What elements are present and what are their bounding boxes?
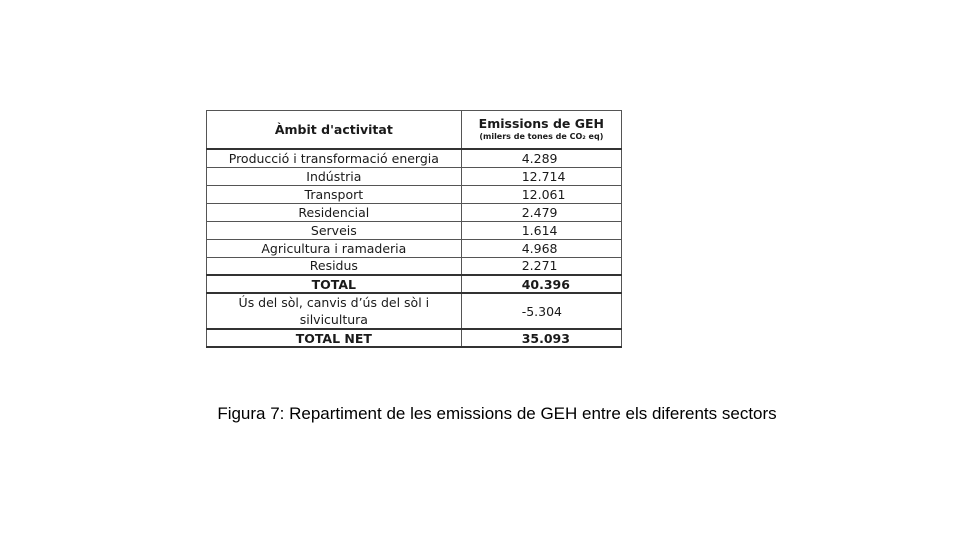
table-row — [207, 203, 622, 221]
total-net-label: TOTAL NET — [207, 329, 462, 347]
table-row — [207, 257, 622, 275]
sector-cell: Residencial — [207, 203, 462, 221]
table-row — [207, 239, 622, 257]
value-cell: 1.614 — [461, 221, 621, 239]
value-cell: 4.289 — [461, 149, 621, 167]
header-sector: Àmbit d'activitat — [207, 111, 462, 150]
table-header-row — [207, 111, 622, 150]
header-emissions — [461, 111, 621, 150]
value-cell: 2.479 — [461, 203, 621, 221]
value-cell: 4.968 — [461, 239, 621, 257]
value-cell: 12.061 — [461, 185, 621, 203]
land-use-value: -5.304 — [461, 293, 621, 329]
table-row — [207, 221, 622, 239]
figure-caption: Figura 7: Repartiment de les emissions de GEH entre els diferents sectors — [217, 404, 777, 423]
sector-cell: Transport — [207, 185, 462, 203]
sector-cell: Producció i transformació energia — [207, 149, 462, 167]
land-use-label-line2: silvicultura — [299, 312, 368, 327]
total-row — [207, 275, 622, 293]
value-cell: 12.714 — [461, 167, 621, 185]
sector-cell: Indústria — [207, 167, 462, 185]
land-use-label — [207, 293, 462, 329]
total-net-row — [207, 329, 622, 347]
emissions-table-wrapper — [206, 110, 622, 348]
sector-cell: Serveis — [207, 221, 462, 239]
sector-cell: Agricultura i ramaderia — [207, 239, 462, 257]
value-cell: 2.271 — [461, 257, 621, 275]
header-emissions-title: Emissions de GEH — [478, 116, 605, 131]
total-value: 40.396 — [461, 275, 621, 293]
table-row — [207, 149, 622, 167]
header-emissions-unit: (milers de tones de CO₂ eq) — [479, 132, 604, 141]
emissions-table — [206, 110, 622, 348]
table-row — [207, 185, 622, 203]
total-net-value: 35.093 — [461, 329, 621, 347]
sector-cell: Residus — [207, 257, 462, 275]
table-row — [207, 167, 622, 185]
land-use-label-line1: Ús del sòl, canvis d’ús del sòl i — [238, 295, 430, 310]
total-label: TOTAL — [207, 275, 462, 293]
land-use-row — [207, 293, 622, 329]
